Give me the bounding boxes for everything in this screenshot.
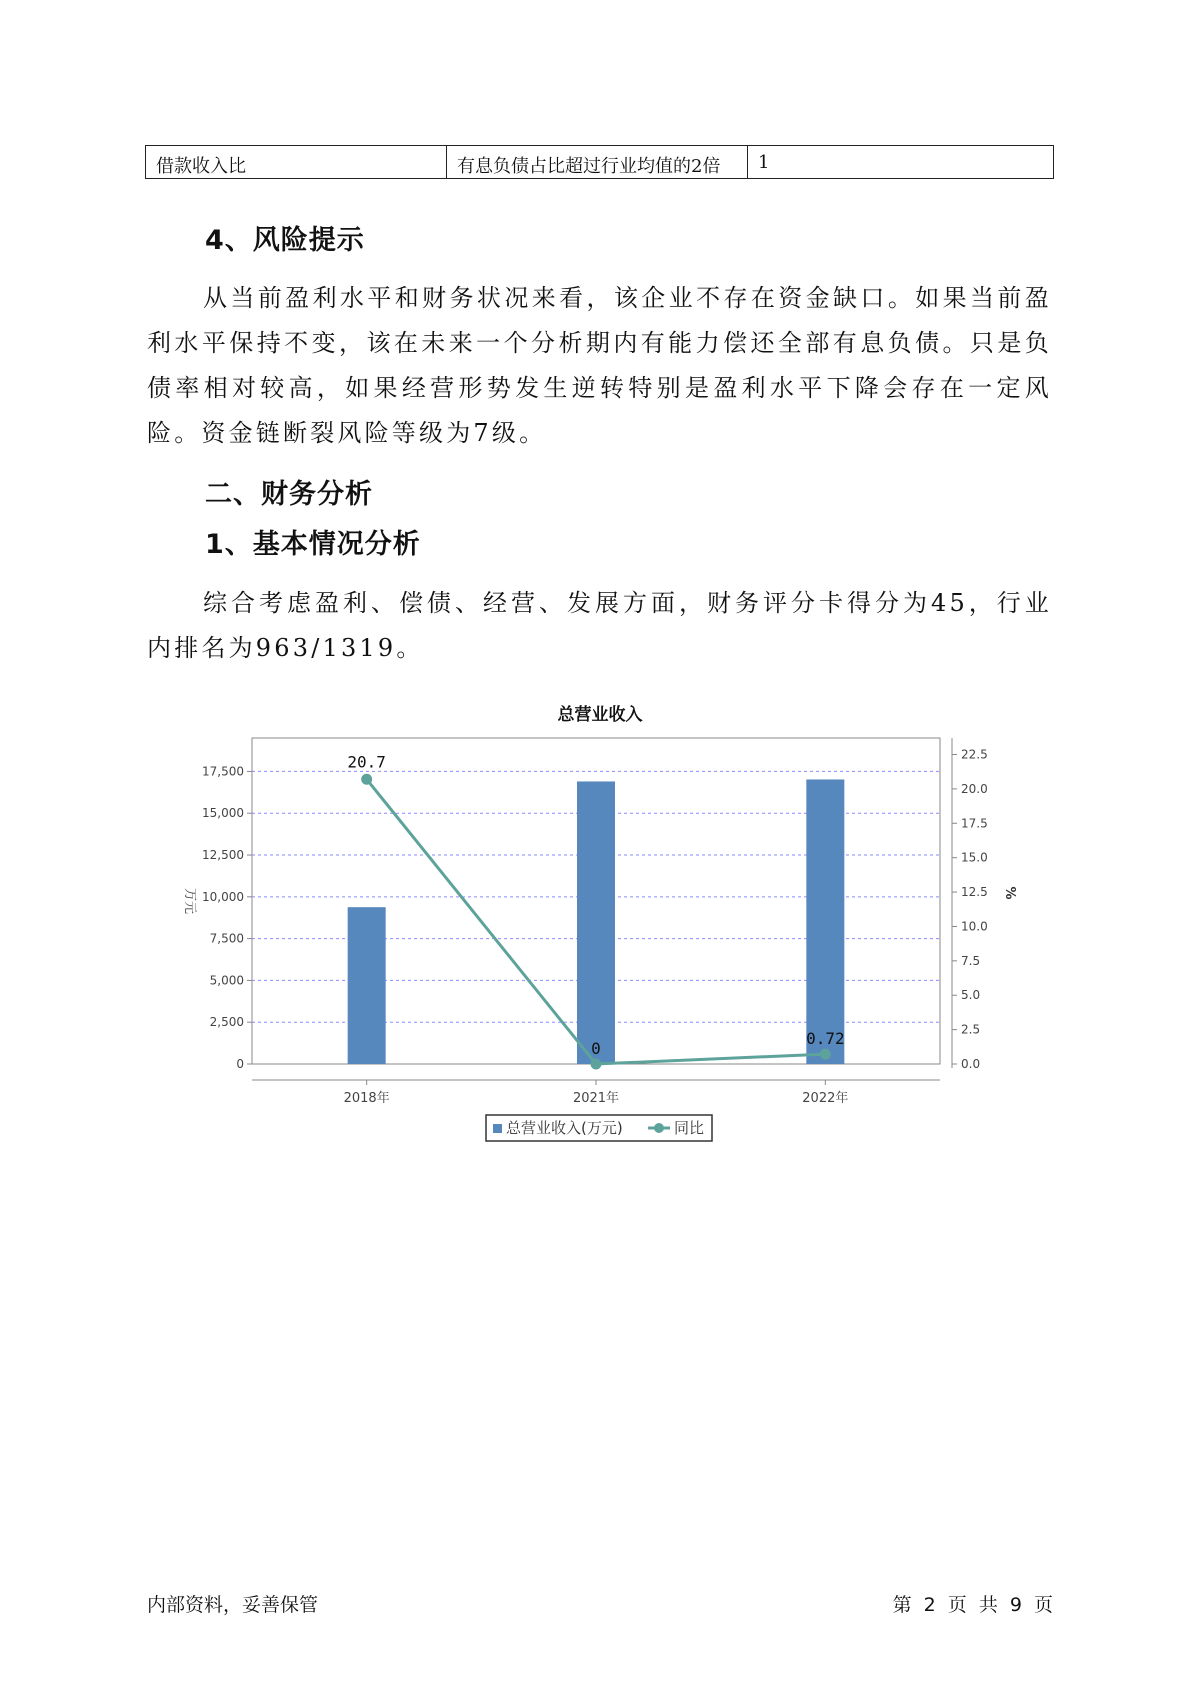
y-tick-label: 5,000 — [209, 973, 244, 988]
y-right-tick-label: 17.5 — [961, 816, 988, 831]
footer-confidential: 内部资料，妥善保管 — [147, 1594, 319, 1616]
y-tick-label: 15,000 — [202, 806, 244, 821]
data-label: 0 — [591, 1039, 601, 1058]
subheading-basic: 1、基本情况分析 — [205, 529, 421, 560]
data-label: 0.72 — [806, 1029, 845, 1049]
y-right-tick-label: 0.0 — [961, 1057, 981, 1071]
page-number: 第 2 页 共 9 页 — [892, 1594, 1053, 1616]
legend-swatch-point — [654, 1123, 664, 1133]
yoy-point — [591, 1059, 602, 1070]
y-right-tick-label: 7.5 — [961, 953, 981, 968]
yoy-point — [820, 1049, 831, 1060]
y-right-tick-label: 2.5 — [961, 1022, 981, 1037]
y-tick-label: 17,500 — [202, 764, 244, 779]
legend-swatch-bar — [493, 1124, 502, 1133]
y-tick-label: 0 — [236, 1057, 244, 1071]
bar-2018年 — [348, 907, 386, 1064]
chart-title: 总营业收入 — [557, 705, 643, 725]
y-tick-label: 10,000 — [202, 889, 244, 904]
y-right-tick-label: 10.0 — [961, 919, 988, 934]
section-heading-risk: 4、风险提示 — [205, 225, 365, 256]
y-right-axis-label: % — [1002, 886, 1017, 900]
data-label: 20.7 — [347, 752, 386, 772]
y-right-tick-label: 20.0 — [961, 781, 988, 796]
y-right-tick-label: 22.5 — [961, 747, 988, 762]
y-tick-label: 7,500 — [209, 931, 244, 946]
bar-2021年 — [577, 781, 615, 1064]
y-right-tick-label: 5.0 — [961, 988, 981, 1003]
y-right-tick-label: 12.5 — [961, 885, 988, 900]
y-tick-label: 2,500 — [209, 1015, 244, 1030]
bar-2022年 — [806, 779, 844, 1064]
table-cell-rule: 有息负债占比超过行业均值的2倍 — [447, 146, 748, 179]
x-tick-label: 2022年 — [802, 1091, 849, 1106]
legend-label-revenue: 总营业收入(万元) — [506, 1119, 623, 1137]
table-cell-value: 1 — [748, 146, 1054, 179]
x-tick-label: 2021年 — [572, 1091, 620, 1106]
y-tick-label: 12,500 — [202, 848, 244, 863]
y-right-tick-label: 15.0 — [961, 850, 988, 865]
section-heading-financial: 二、财务分析 — [205, 479, 373, 510]
y-axis-label: 万元 — [182, 887, 197, 915]
risk-paragraph: 从当前盈利水平和财务状况来看，该企业不存在资金缺口。如果当前盈利水平保持不变，该在未来一个分析期内有能力偿还全部有息负债。只是负债率相对较高，如果经营形势发生逆转特别是盈利水平下降会存在一定风险。资金链断裂风险等级为7级。 — [147, 284, 1052, 447]
legend-label-yoy: 同比 — [674, 1119, 705, 1137]
x-tick-label: 2018年 — [343, 1091, 390, 1106]
table-cell-indicator: 借款收入比 — [146, 146, 447, 179]
yoy-point — [361, 774, 372, 785]
basic-paragraph: 综合考虑盈利、偿债、经营、发展方面，财务评分卡得分为45，行业内排名为963/1319。 — [147, 589, 1052, 662]
